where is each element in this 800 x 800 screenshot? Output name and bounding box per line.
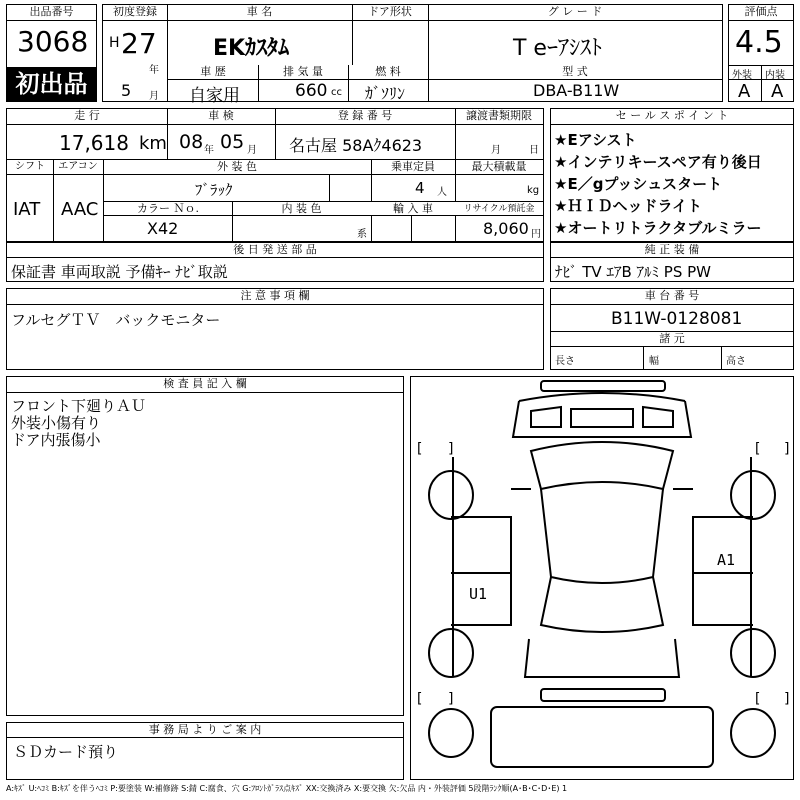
equipment-value: ﾅﾋﾞ TV ｴｱB ｱﾙﾐ PS PW	[555, 263, 711, 281]
car-name-label: 車 名	[167, 5, 352, 21]
grade-label: グ レ ー ド	[428, 5, 722, 21]
capacity-value: 4	[415, 179, 425, 197]
displacement-value: 660	[295, 81, 328, 101]
ext-color-label: 外 装 色	[103, 160, 371, 175]
vehicle-header-box	[102, 4, 723, 106]
inspector-line: フロント下廻りＡＵ	[11, 397, 147, 415]
bracket-right-bottom-end: ]	[783, 691, 792, 707]
plate-value: 名古屋 58Aｸ4623	[289, 136, 423, 155]
transfer-day-unit: 日	[529, 145, 539, 156]
selling-point-item: ★インテリキースペア有り後日	[554, 153, 762, 171]
color-no-label: カラー Ｎｏ.	[104, 202, 232, 216]
first-reg-label: 初度登録	[103, 5, 167, 21]
notes-label: 注 意 事 項 欄	[7, 289, 543, 305]
height-label: 高さ	[726, 356, 746, 367]
trunk-shape	[525, 639, 679, 677]
recycle-value: 8,060	[483, 219, 529, 238]
wheel-rear-right	[731, 629, 775, 677]
history-label: 車 歴	[168, 65, 258, 79]
era-prefix: H	[109, 35, 120, 51]
bracket-left-bottom: [	[415, 691, 424, 707]
headlight-right	[643, 407, 673, 427]
interior-label: 内装	[765, 70, 785, 81]
month-value: 5	[121, 81, 132, 100]
selling-points-box	[550, 108, 794, 242]
notes-value: フルセグＴＶ バックモニター	[11, 311, 221, 329]
hood-shape	[513, 401, 691, 437]
car-diagram	[411, 377, 793, 779]
lot-number: 3068	[17, 25, 89, 58]
selling-point-item: ★ＨＩＤヘッドライト	[554, 197, 702, 215]
recycle-unit: 円	[531, 229, 541, 240]
rear-tray-shape	[491, 707, 713, 767]
load-unit: kg	[527, 185, 540, 196]
bracket-right-top-end: ]	[783, 441, 792, 457]
damage-mark-a1: A1	[717, 551, 736, 569]
recycle-label: リサイクル預託金	[455, 202, 543, 216]
import-label: 輸 入 車	[371, 202, 455, 216]
inspector-label: 検 査 員 記 入 欄	[7, 377, 403, 393]
model-label: 型 式	[428, 65, 722, 79]
right-rear-door	[693, 573, 753, 625]
year-unit: 年	[149, 65, 159, 76]
equipment-box	[550, 242, 794, 282]
headlight-left	[531, 407, 561, 427]
displacement-unit: cc	[331, 87, 342, 98]
grille-shape	[571, 409, 633, 427]
inspection-label: 車 検	[167, 109, 275, 125]
first-listing-badge: 初出品	[7, 67, 96, 101]
notes-box	[6, 288, 544, 370]
inspection-year: 08	[179, 131, 204, 153]
score-value: 4.5	[735, 25, 783, 60]
score-label: 評価点	[729, 5, 793, 21]
selling-point-item: ★Eアシスト	[554, 131, 637, 149]
selling-point-item: ★オートリトラクタブルミラー	[554, 219, 762, 237]
later-parts-label: 後 日 発 送 部 品	[7, 243, 543, 258]
mileage-label: 走 行	[7, 109, 167, 125]
office-label: 事 務 局 よ り ご 案 内	[7, 723, 403, 738]
selling-point-item: ★E／gプッシュスタート	[554, 175, 723, 193]
transfer-month-unit: 月	[491, 145, 501, 156]
windshield-shape	[531, 442, 673, 489]
aircon-value: AAC	[61, 199, 99, 220]
spare-wheel-right	[731, 709, 775, 757]
inspection-month-unit: 月	[247, 145, 257, 156]
plate-label: 登 録 番 号	[275, 109, 455, 125]
chassis-value: B11W-0128081	[611, 309, 743, 329]
office-value: ＳＤカード預り	[13, 743, 119, 761]
equipment-label: 純 正 装 備	[551, 243, 793, 258]
legend-text: A:ｷｽﾞ U:ﾍｺﾐ B:ｷｽﾞを伴うﾍｺﾐ P:要塗装 W:補修跡 S:錆 C:腐食、穴 G:ﾌﾛﾝﾄｶﾞﾗｽ点ｷｽﾞ XX:交換済み X:要交換 欠:欠品 内・外装評価 5段階ﾗﾝｸ順(A･B･C･D･E) 1	[6, 784, 568, 793]
office-box	[6, 722, 404, 780]
bracket-left-top: [	[415, 441, 424, 457]
int-color-unit: 系	[357, 229, 367, 240]
shift-label: シフト	[7, 160, 53, 175]
selling-points-label: セ ー ル ス ポ イ ン ト	[551, 109, 793, 125]
inspector-line: 外装小傷有り	[11, 414, 102, 432]
bracket-right-top: [	[753, 441, 762, 457]
wheel-front-right	[731, 471, 775, 519]
int-color-label: 内 装 色	[232, 202, 371, 216]
inspection-month: 05	[220, 131, 245, 153]
inspector-line: ドア内張傷小	[11, 431, 101, 449]
front-bumper-curve	[519, 393, 685, 401]
fuel-label: 燃 料	[348, 65, 428, 79]
shift-value: IAT	[13, 199, 41, 220]
grade-value: T eｰｱｼｽﾄ	[513, 36, 602, 61]
car-diagram-box	[410, 376, 794, 780]
exterior-label: 外装	[732, 70, 752, 81]
car-name: EKｶｽﾀﾑ	[213, 36, 290, 61]
mileage-unit: km	[139, 133, 167, 154]
fuel-value: ｶﾞｿﾘﾝ	[365, 84, 406, 103]
exterior-score: A	[738, 81, 751, 102]
capacity-label: 乗車定員	[371, 160, 455, 175]
lot-box	[6, 4, 97, 102]
rear-window-shape	[541, 577, 663, 632]
left-front-door	[451, 517, 511, 573]
transfer-label: 譲渡書類期限	[455, 109, 543, 125]
door-label: ドア形状	[352, 5, 428, 21]
wheel-rear-left	[429, 629, 473, 677]
chassis-label: 車 台 番 号	[551, 289, 793, 305]
specs-label: 諸 元	[551, 332, 793, 347]
capacity-unit: 人	[437, 187, 447, 198]
month-unit: 月	[149, 91, 159, 102]
color-no-value: X42	[147, 219, 179, 238]
bracket-left-top-end: ]	[447, 441, 456, 457]
inspection-year-unit: 年	[204, 145, 214, 156]
mileage-value: 17,618	[59, 131, 129, 155]
model-value: DBA-B11W	[533, 81, 620, 100]
reg-year: 27	[121, 27, 157, 60]
lot-label: 出品番号	[7, 5, 96, 21]
bracket-right-bottom: [	[753, 691, 762, 707]
later-parts-box	[6, 242, 544, 282]
damage-mark-u1: U1	[469, 585, 488, 603]
width-label: 幅	[649, 356, 659, 367]
chassis-box	[550, 288, 794, 370]
rear-bumper-shape	[541, 689, 665, 701]
aircon-label: エアコン	[53, 160, 103, 175]
interior-score: A	[771, 81, 784, 102]
front-bumper-shape	[541, 381, 665, 391]
load-label: 最大積載量	[455, 160, 543, 175]
bracket-left-bottom-end: ]	[447, 691, 456, 707]
later-parts-value: 保証書 車両取説 予備ｷｰ ﾅﾋﾞ取説	[11, 263, 228, 281]
roof-shape	[541, 489, 663, 583]
inspector-box	[6, 376, 404, 716]
length-label: 長さ	[555, 356, 575, 367]
spare-wheel-left	[429, 709, 473, 757]
score-box	[728, 4, 794, 102]
history-value: 自家用	[189, 86, 240, 106]
displacement-label: 排 気 量	[258, 65, 348, 79]
ext-color-value: ﾌﾞﾗｯｸ	[195, 181, 233, 199]
wheel-front-left	[429, 471, 473, 519]
details-box	[6, 108, 544, 242]
